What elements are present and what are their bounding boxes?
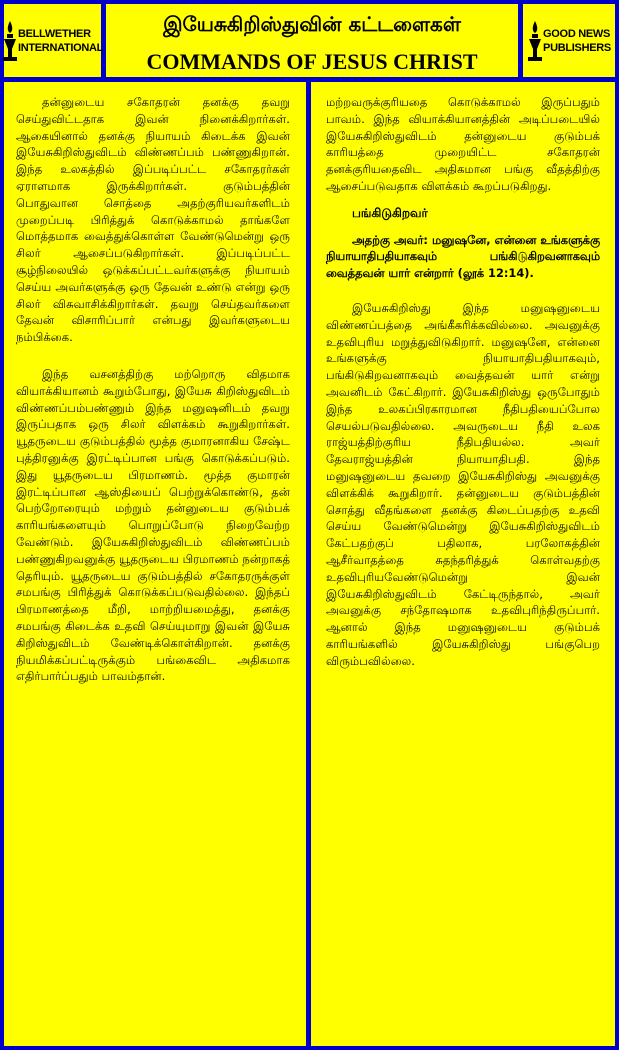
right-intro-paragraph: மற்றவருக்குரியதை கொடுக்காமல் இருப்பதும் பாவம். இந்த வியாக்கியானத்தின் அடிப்படையில் இயேசுகிறிஸ்துவிடம் தன்னுடைய குடும்பக் காரியத்தை முறையிட்ட சகோதரன் தனக்குரியதைவிட அதிகமான பங்கு வீதத்திற்கு ஆசைப்படுவதாக விளக்கம் கூறப்படுகிறது. <box>326 95 600 193</box>
logo-left-line2: INTERNATIONAL <box>17 41 104 54</box>
page-title-english: COMMANDS OF JESUS CHRIST <box>146 49 478 74</box>
bellwether-logo <box>4 4 104 77</box>
left-paragraph-2: இந்த வசனத்திற்கு மற்றொரு விதமாக வியாக்கியானம் கூறும்போது, இயேசு கிறிஸ்துவிடம் விண்ணப்பம்பண்ணும் இந்த மனுஷனிடம் தவறு இருப்பதாக ஒரு சிலர் விளக்கம் கூறுகிறார்கள். யூதருடைய குடும்பத்தில் மூத்த குமாரனாகிய சேஷ்ட புத்திரனுக்கு இரட்டிப்பான பங்கு கொடுக்கப்படும். இது யூதருடைய பிரமாணம். மூத்த குமாரன் இரட்டிப்பான ஆஸ்தியைப் பெற்றுக்கொண்டு, தன் பெற்றோரையும் மற்றும் தன்னுடைய குடும்பக் காரியங்களையும் பொறுப்போடு நிறைவேற்ற வேண்டும். இயேசுகிறிஸ்துவிடம் விண்ணப்பம் பண்ணுகிறவனுக்கு யூதருடைய பிரமாணம் நன்றாகத் தெரியும். யூதருடைய குடும்பத்தில் சகோதரருக்குள் சமபங்கு பிரித்துக் கொடுக்கப்படுவதில்லை. இந்தப் பிரமாணத்தை மீறி, மாற்றியமைத்து, தனக்கு சமபங்கு கிடைக்க உதவி செய்யுமாறு இவன் இயேசு கிறிஸ்துவிடம் வேண்டிக்கொள்கிறான். தனக்கு நியமிக்கப்பட்டிருக்கும் பங்கைவிட அதிகமாக எதிர்பார்ப்பதும் பாவம்தான். <box>16 366 290 684</box>
right-paragraph-1: இயேசுகிறிஸ்து இந்த மனுஷனுடைய விண்ணப்பத்தை அங்கீகரிக்கவில்லை. அவனுக்கு உதவிபுரிய மறுத்துவிடுகிறார். மனுஷனே, என்னை உங்களுக்கு நியாயாதிபதியாகவும், பங்கிடுகிறவனாகவும் வைத்தவன் யார் என்று அவனிடம் கேட்கிறார். இயேசுகிறிஸ்து ஒருபோதும் இந்த உலகப்பிரகாரமான நீதிபதியைப்போல செயல்படுவதில்லை. அவருடைய நீதி உலக ராஜ்யத்திற்குரிய நீதிபதியல்ல. அவர் தேவராஜ்யத்தின் நியாயாதிபதி. இந்த மனுஷனுடைய தவறை இயேசுகிறிஸ்து அவனுக்கு விளக்கிக் கூறுகிறார். தன்னுடைய குடும்பத்தின் சொத்து வீதங்களை தனக்கு கிடைப்பதற்கு உதவி செய்ய வேண்டுமென்று இயேசுகிறிஸ்துவிடம் கேட்பதற்குப் பதிலாக, பரலோகத்தின் ஆசீர்வாதத்தை சுதந்தரித்துக் கொள்வதற்கு உதவிபுரியவேண்டுமென்று இவன் இயேசுகிறிஸ்துவிடம் கேட்டிருந்தால், அவர் அவனுக்கு சந்தோஷமாக உதவிபுரிந்திருப்பார். ஆனால் இந்த மனுஷனுடைய குடும்பக் காரியங்களில் இயேசுகிறிஸ்து பங்குபெற விரும்பவில்லை. <box>326 300 600 668</box>
page-title-tamil: இயேசுகிறிஸ்துவின் கட்டளைகள் <box>163 12 461 36</box>
lamp-icon <box>527 19 543 63</box>
title-banner <box>106 4 518 77</box>
scripture-quote: அதற்கு அவர்: மனுஷனே, என்னை உங்களுக்கு நியாயாதிபதியாகவும் பங்கிடுகிறவனாகவும் வைத்தவன் யார் என்றார் (லூக் 12:14). <box>326 232 600 281</box>
right-column <box>311 82 615 1046</box>
logo-left-line1: BELLWETHER <box>17 27 91 40</box>
section-heading: பங்கிடுகிறவர் <box>352 205 428 220</box>
logo-left-text <box>18 27 103 55</box>
good-news-logo <box>523 4 615 77</box>
logo-right-line1: GOOD NEWS <box>543 27 611 40</box>
logo-right-line2: PUBLISHERS <box>543 41 611 54</box>
lamp-icon <box>2 19 18 63</box>
logo-right-text <box>543 27 611 55</box>
left-column <box>4 82 306 1046</box>
left-paragraph-1: தன்னுடைய சகோதரன் தனக்கு தவறு செய்துவிட்டதாக இவன் நினைக்கிறார்கள். ஆகையினால் தனக்கு நியாயம் கிடைக்க இவன் இயேசுகிறிஸ்துவிடம் விண்ணப்பம் பண்ணுகிறான். இந்த உலகத்தில் இப்படிப்பட்ட சகோதரர்கள் ஏராளமாக இருக்கிறார்கள். குடும்பத்தின் பொதுவான சொத்தை அதற்குரியவர்களிடம் முறைப்படி பிரித்துக் கொடுக்காமல் தாங்களே மொத்தமாக வைத்துக்கொள்ள வேண்டுமென்று ஒரு சிலர் ஆசைப்படுகிறார்கள். இப்படிப்பட்ட சூழ்நிலையில் ஒடுக்கப்பட்டவர்களுக்கு நியாயம் செய்ய அவர்களுக்கு ஒரு தேவன் உண்டு என்று ஒரு சிலர் விசுவாசிக்கிறார்கள். தவறு செய்தவர்களை தேவன் விசாரிப்பார் என்பது இவர்களுடைய நம்பிக்கை. <box>16 95 290 345</box>
